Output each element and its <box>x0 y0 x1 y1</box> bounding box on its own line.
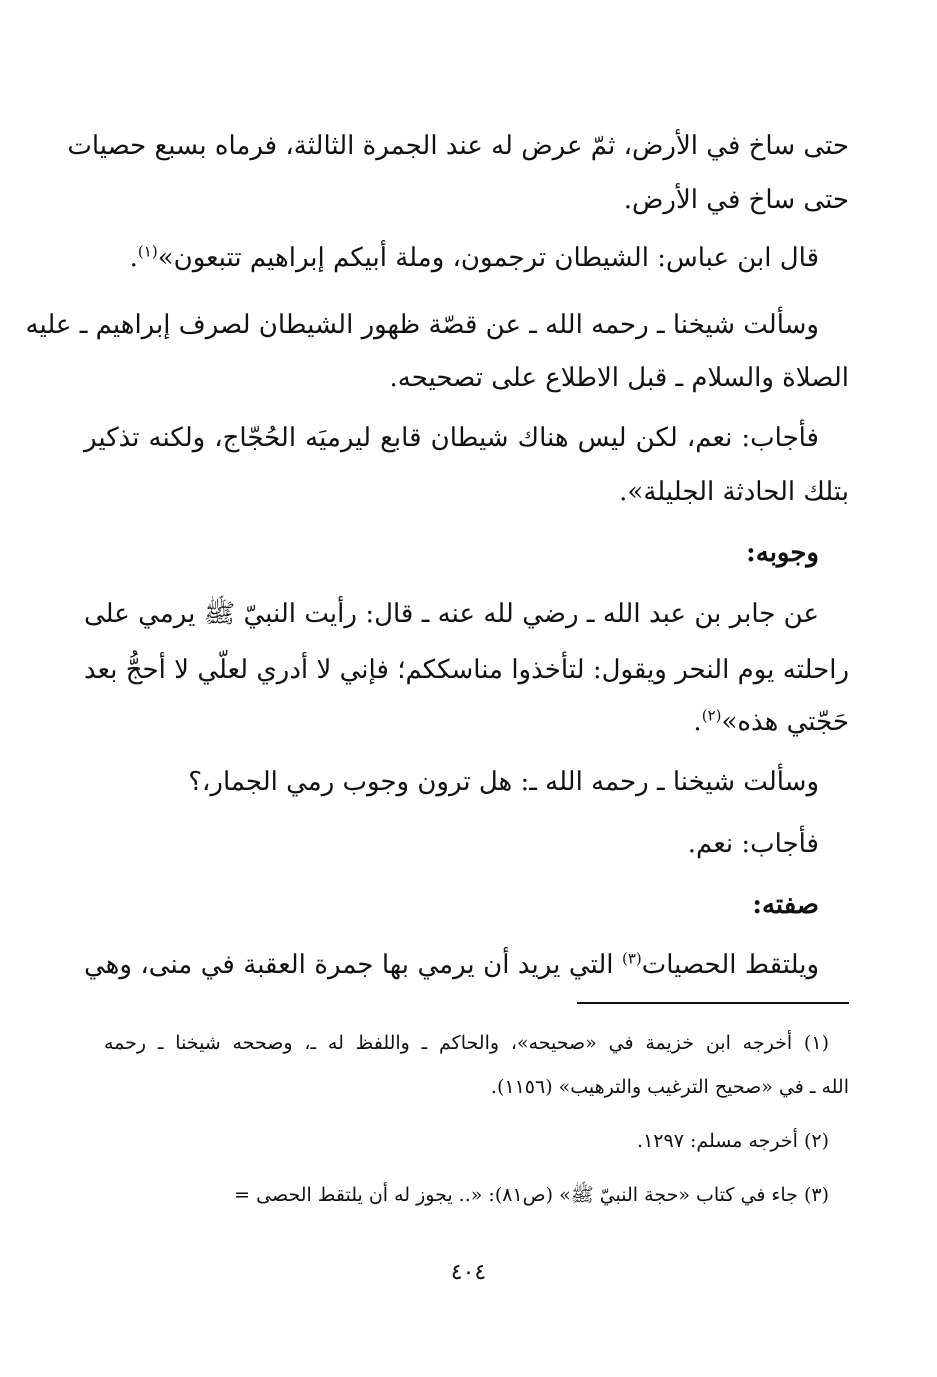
paragraph-1-line-1: حتى ساخ في الأرض، ثمّ عرض له عند الجمرة الثالثة، فرماه بسبع حصيات <box>67 131 849 161</box>
paragraph-7: فأجاب: نعم. <box>687 829 819 859</box>
paragraph-1-line-2: حتى ساخ في الأرض. <box>623 185 849 215</box>
footnote-1-line-1: (١) أخرجه ابن خزيمة في «صحيحه»، والحاكم ـ واللفظ له ـ، وصححه شيخنا ـ رحمه <box>104 1032 829 1054</box>
paragraph-5-line-3-text: حَجّتي هذه» <box>721 707 849 737</box>
paragraph-8-text-after: التي يريد أن يرمي بها جمرة العقبة في منى، وهي <box>84 950 622 980</box>
paragraph-4-line-2: بتلك الحادثة الجليلة». <box>619 477 849 507</box>
footnote-2: (٢) أخرجه مسلم: ١٢٩٧. <box>637 1130 829 1152</box>
paragraph-4-line-1: فأجاب: نعم، لكن ليس هناك شيطان قابع ليرميَه الحُجّاج، ولكنه تذكير <box>84 423 819 453</box>
paragraph-3-line-1: وسألت شيخنا ـ رحمه الله ـ عن قصّة ظهور الشيطان لصرف إبراهيم ـ عليه <box>25 310 819 340</box>
paragraph-2-end: . <box>129 243 138 273</box>
paragraph-2 <box>130 238 819 278</box>
paragraph-5-line-1: عن جابر بن عبد الله ـ رضي لله عنه ـ قال: رأيت النبيّ ﷺ يرمي على <box>84 599 819 629</box>
paragraph-6: وسألت شيخنا ـ رحمه الله ـ: هل ترون وجوب رمي الجمار،؟ <box>188 767 819 797</box>
paragraph-5-line-3 <box>693 702 849 742</box>
footnote-ref-2: (٢) <box>701 706 722 725</box>
paragraph-5-end: . <box>693 707 702 737</box>
footnote-ref-1: (١) <box>137 242 158 261</box>
paragraph-5-line-2: راحلته يوم النحر ويقول: لتأخذوا مناسككم؛ فإني لا أدري لعلّي لا أحجُّ بعد <box>84 655 849 685</box>
footnote-3: (٣) جاء في كتاب «حجة النبيّ ﷺ» (ص٨١): «.. يجوز له أن يلتقط الحصى = <box>234 1184 829 1206</box>
page-number: ٤٠٤ <box>450 1260 487 1285</box>
section-heading-obligation: وجوبه: <box>746 538 819 568</box>
paragraph-8-text-before: ويلتقط الحصيات <box>641 950 820 980</box>
footnote-separator <box>577 1002 849 1004</box>
paragraph-2-text: قال ابن عباس: الشيطان ترجمون، وملة أبيكم إبراهيم تتبعون» <box>157 243 819 273</box>
section-heading-description: صفته: <box>752 890 819 920</box>
paragraph-3-line-2: الصلاة والسلام ـ قبل الاطلاع على تصحيحه. <box>389 363 849 393</box>
footnote-ref-3: (٣) <box>621 949 642 968</box>
paragraph-8 <box>84 945 819 985</box>
footnote-1-line-2: الله ـ في «صحيح الترغيب والترهيب» (١١٥٦). <box>490 1076 849 1098</box>
